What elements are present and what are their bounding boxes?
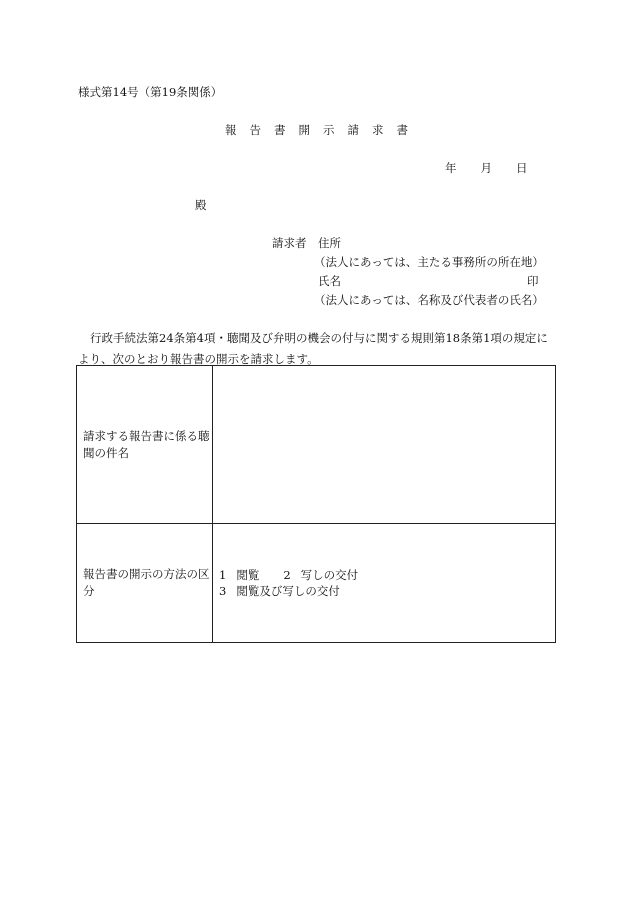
title-char: 書 xyxy=(274,123,286,137)
option-view-and-copy[interactable]: 閲覧及び写しの交付 xyxy=(236,584,340,598)
title-char: 請 xyxy=(347,123,359,137)
date-year: 年 xyxy=(445,161,457,175)
address-label: 住所 xyxy=(318,236,341,250)
hearing-title-label: 請求する報告書に係る聴聞の件名 xyxy=(83,428,210,460)
option-number: 3 xyxy=(219,584,227,598)
name-note: （法人にあっては、名称及び代表者の氏名） xyxy=(314,293,544,307)
table-row xyxy=(77,524,555,642)
title-char: 報 xyxy=(225,123,237,137)
option-number: 2 xyxy=(283,568,291,582)
option-view[interactable]: 閲覧 xyxy=(236,568,260,582)
title-char: 求 xyxy=(372,123,384,137)
address-note: （法人にあっては、主たる事務所の所在地） xyxy=(314,255,544,269)
form-number: 様式第14号（第19条関係） xyxy=(78,85,223,99)
hearing-title-field[interactable] xyxy=(213,366,555,523)
date-day: 日 xyxy=(516,161,528,175)
option-number: 1 xyxy=(219,568,227,582)
date-line xyxy=(445,160,528,176)
title-char: 開 xyxy=(298,123,310,137)
table-row xyxy=(77,366,555,524)
request-table xyxy=(76,365,556,643)
option-copy[interactable]: 写しの交付 xyxy=(300,568,359,582)
date-month: 月 xyxy=(480,161,492,175)
disclosure-method-field[interactable] xyxy=(213,524,555,642)
addressee-suffix: 殿 xyxy=(195,198,207,212)
requester-label: 請求者 xyxy=(272,236,307,250)
name-label: 氏名 xyxy=(318,274,341,288)
document-title xyxy=(225,122,421,138)
title-char: 示 xyxy=(323,123,335,137)
title-char: 告 xyxy=(249,123,261,137)
request-statement: 行政手続法第24条第4項・聴聞及び弁明の機会の付与に関する規則第18条第1項の規定により、次のとおり報告書の開示を請求します。 xyxy=(78,331,548,366)
title-char: 書 xyxy=(396,123,408,137)
disclosure-method-label: 報告書の開示の方法の区分 xyxy=(83,567,210,598)
hearing-title-label-cell xyxy=(77,366,213,523)
disclosure-method-label-cell xyxy=(77,524,213,642)
seal-mark: 印 xyxy=(527,274,539,288)
disclosure-options xyxy=(219,567,358,599)
